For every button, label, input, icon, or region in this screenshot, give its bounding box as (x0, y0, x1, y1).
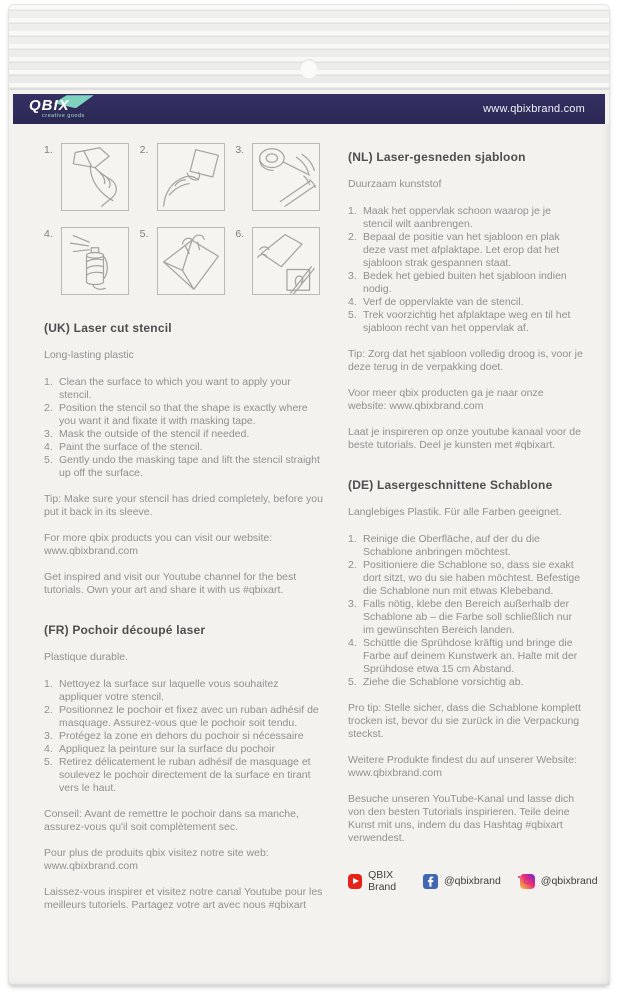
uk-tip-paragraph: Tip: Make sure your stencil has dried completely, before you put it back in its sleeve. (44, 493, 323, 518)
step-text: Appliquez la peinture sur la surface du pochoir (59, 743, 275, 755)
section-de-heading: (DE) Lasergeschnittene Schablone (348, 478, 553, 492)
section-uk-subheading: Long-lasting plastic (44, 349, 134, 361)
step-text: Falls nötig, klebe den Bereich außerhalb der Schablone ab – die Farbe soll schließlich nur im gewünschten Bereich landen. (363, 598, 572, 636)
section-uk-heading: (UK) Laser cut stencil (44, 321, 172, 335)
step-text: Bedek het gebied buiten het sjabloon indien nodig. (363, 270, 567, 295)
step-item (348, 231, 583, 270)
mask-with-tape-drawing (252, 143, 320, 211)
step-text: Positioniere die Schablone so, dass sie exakt dort sitzt, wo du sie haben möchtest. Befestige die Schablone nun mit etwas Klebeband. (363, 559, 581, 597)
step-number: 1. (348, 533, 357, 545)
step-number: 4. (44, 441, 53, 453)
step-text: Bepaal de positie van het sjabloon en plak deze vast met afplaktape. Let erop dat het sjabloon strak gespannen staat. (363, 231, 560, 269)
step-number: 1. (44, 678, 53, 690)
step-illustrations (44, 143, 324, 295)
nl-website-paragraph: Voor meer qbix producten ga je naar onze website: www.qbixbrand.com (348, 387, 544, 412)
step-text: Gently undo the masking tape and lift the stencil straight up off the surface. (59, 454, 320, 479)
brand-band (13, 94, 605, 124)
step-number: 5. (348, 309, 357, 321)
step-number: 1. (348, 205, 357, 217)
right-column (348, 143, 598, 985)
de-instruction-steps (348, 533, 583, 689)
illustration-peel-tape (140, 227, 229, 295)
step-item (44, 454, 324, 480)
step-item (44, 756, 324, 795)
step-item (44, 678, 324, 704)
step-text: Retirez délicatement le ruban adhésif de masquage et soulevez le pochoir directement de la surface en tirant vers le haut. (59, 756, 311, 794)
step-item (44, 704, 324, 730)
youtube-social-item (348, 869, 404, 893)
qbix-logo (29, 98, 85, 120)
step-number: 5. (348, 676, 357, 688)
illustration-position-stencil (140, 143, 229, 211)
section-nl-heading: (NL) Laser-gesneden sjabloon (348, 150, 526, 164)
facebook-social-item (423, 874, 501, 889)
step-item (44, 402, 324, 428)
section-fr-subheading: Plastique durable. (44, 651, 129, 663)
step-number: 3. (44, 730, 53, 742)
step-text: Verf de oppervlakte van de stencil. (363, 296, 524, 308)
camera-lens-icon (524, 878, 531, 885)
facebook-handle: @qbixbrand (444, 875, 501, 887)
step-text: Position the stencil so that the shape is exactly where you want it and fixate it with masking tape. (59, 402, 308, 427)
camera-flash-dot (518, 876, 520, 878)
section-nl-subheading: Duurzaam kunststof (348, 178, 442, 190)
illustration-number: 4. (44, 228, 53, 240)
step-item (44, 743, 324, 756)
fr-tip-paragraph: Conseil: Avant de remettre le pochoir dans sa manche, assurez-vous qu'il soit complètement sec. (44, 808, 299, 833)
section-uk (44, 321, 324, 597)
step-text: Ziehe die Schablone vorsichtig ab. (363, 676, 524, 688)
step-number: 3. (348, 598, 357, 610)
step-text: Paint the surface of the stencil. (59, 441, 203, 453)
step-number: 2. (348, 231, 357, 243)
youtube-handle: QBIX Brand (368, 869, 397, 893)
peel-tape-drawing (157, 227, 225, 295)
step-item (348, 637, 583, 676)
lift-stencil-drawing (252, 227, 320, 295)
de-website-paragraph: Weitere Produkte findest du auf unserer Website: www.qbixbrand.com (348, 754, 577, 779)
facebook-icon (423, 874, 438, 889)
instagram-social-item (520, 874, 598, 889)
section-de (348, 478, 583, 845)
logo-tagline: creative goods (42, 113, 85, 120)
illustration-spray-paint (44, 227, 133, 295)
step-text: Schüttle die Sprühdose kräftig und bringe die Farbe auf deinem Kunstwerk an. Halte mit der Sprühdose etwa 15 cm Abstand. (363, 637, 578, 675)
step-item (348, 559, 583, 598)
illustration-number: 1. (44, 144, 53, 156)
step-number: 2. (348, 559, 357, 571)
step-text: Clean the surface to which you want to apply your stencil. (59, 376, 291, 401)
step-item (44, 441, 324, 454)
step-item (44, 730, 324, 743)
website-url: www.qbixbrand.com (483, 103, 585, 115)
uk-youtube-paragraph: Get inspired and visit our Youtube channel for the best tutorials. Own your art and share it with us #qbixart. (44, 571, 297, 596)
instagram-icon (520, 874, 535, 889)
step-item (348, 296, 583, 309)
spray-paint-drawing (61, 227, 129, 295)
step-text: Nettoyez la surface sur laquelle vous souhaitez appliquer votre stencil. (59, 678, 279, 703)
step-number: 2. (44, 402, 53, 414)
hang-tab (9, 5, 609, 90)
play-icon (353, 878, 359, 884)
nl-youtube-paragraph: Laat je inspireren op onze youtube kanaal voor de beste tutorials. Deel je kunsten met #qbixart. (348, 426, 581, 451)
step-number: 3. (348, 270, 357, 282)
instruction-sheet (9, 124, 609, 985)
step-item (348, 676, 583, 689)
logo-text: QBIX (29, 97, 70, 115)
de-youtube-paragraph: Besuche unseren YouTube-Kanal und lasse dich von den besten Tutorials inspirieren. Teile deine Kunst mit uns, indem du das Hashtag #qbixart verwendest. (348, 793, 575, 844)
step-number: 5. (44, 756, 53, 768)
step-item (348, 270, 583, 296)
step-number: 1. (44, 376, 53, 388)
step-text: Reinige die Oberfläche, auf der du die Schablone anbringen möchtest. (363, 533, 540, 558)
social-links-row (348, 869, 598, 893)
clean-surface-drawing (61, 143, 129, 211)
instagram-handle: @qbixbrand (540, 875, 598, 887)
fr-website-paragraph: Pour plus de produits qbix visitez notre site web: www.qbixbrand.com (44, 847, 269, 872)
fr-youtube-paragraph: Laissez-vous inspirer et visitez notre canal Youtube pour les meilleurs tutoriels. Partagez votre art avec nous #qbixart (44, 886, 323, 911)
step-text: Trek voorzichtig het afplaktape weg en til het sjabloon recht van het oppervlak af. (363, 309, 571, 334)
step-item (348, 598, 583, 637)
illustration-clean-surface (44, 143, 133, 211)
nl-instruction-steps (348, 205, 583, 335)
illustration-number: 6. (235, 228, 245, 240)
section-fr (44, 623, 324, 912)
section-fr-heading: (FR) Pochoir découpé laser (44, 623, 206, 637)
step-item (348, 205, 583, 231)
step-number: 4. (348, 637, 357, 649)
stencil-package (8, 4, 610, 985)
left-column (44, 143, 324, 985)
fr-instruction-steps (44, 678, 324, 795)
nl-tip-paragraph: Tip: Zorg dat het sjabloon volledig droog is, voor je deze terug in de verpakking doet. (348, 348, 583, 373)
illustration-number: 2. (139, 144, 149, 156)
step-text: Mask the outside of the stencil if needed. (59, 428, 250, 440)
illustration-mask-with-tape (235, 143, 324, 211)
illustration-number: 5. (139, 228, 149, 240)
uk-instruction-steps (44, 376, 324, 480)
youtube-icon (348, 874, 362, 889)
step-text: Maak het oppervlak schoon waarop je je stencil wilt aanbrengen. (363, 205, 551, 230)
step-text: Protégez la zone en dehors du pochoir si nécessaire (59, 730, 304, 742)
step-item (44, 376, 324, 402)
step-item (44, 428, 324, 441)
de-tip-paragraph: Pro tip: Stelle sicher, dass die Schablone komplett trocken ist, bevor du sie zurück in die Verpackung steckst. (348, 702, 581, 740)
hang-hole (300, 59, 318, 77)
section-de-subheading: Langlebiges Plastik. Für alle Farben geeignet. (348, 506, 562, 518)
step-number: 4. (44, 743, 53, 755)
section-nl (348, 150, 583, 452)
step-number: 2. (44, 704, 53, 716)
step-number: 5. (44, 454, 53, 466)
illustration-lift-stencil (235, 227, 324, 295)
illustration-number: 3. (235, 144, 245, 156)
step-item (348, 533, 583, 559)
step-item (348, 309, 583, 335)
step-number: 3. (44, 428, 53, 440)
position-stencil-drawing (157, 143, 225, 211)
uk-website-paragraph: For more qbix products you can visit our website: www.qbixbrand.com (44, 532, 273, 557)
step-number: 4. (348, 296, 357, 308)
step-text: Positionnez le pochoir et fixez avec un ruban adhésif de masquage. Assurez-vous que le pochoir soit tendu. (59, 704, 319, 729)
